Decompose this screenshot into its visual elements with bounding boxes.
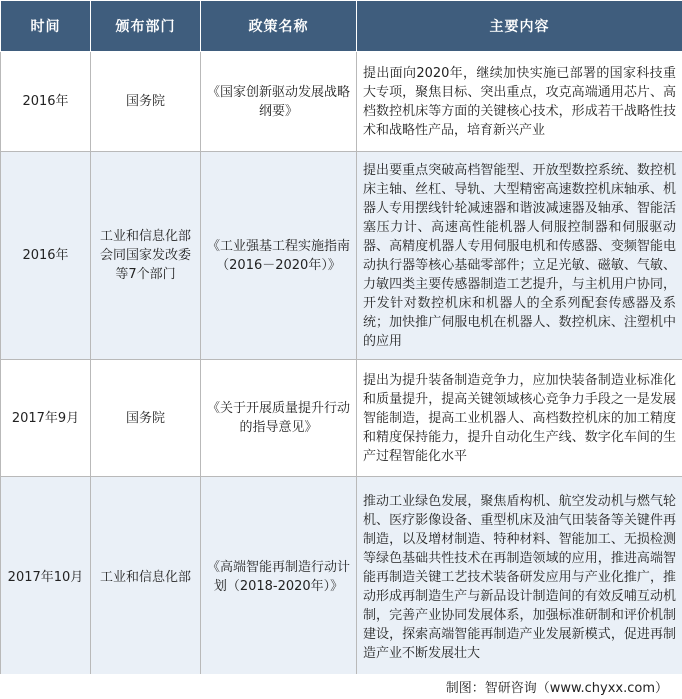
cell-policy-name: 《国家创新驱动发展战略纲要》 xyxy=(201,52,357,152)
table-row xyxy=(1,477,682,678)
cell-main-content: 提出为提升装备制造竞争力，应加快装备制造业标准化和质量提升，提高关键领域核心竞争力手段之一是发展智能制造，提高工业机器人、高档数控机床的加工精度和精度保持能力，提升自动化生产线、数字化车间的生产过程智能化水平 xyxy=(357,360,682,477)
header-department: 颁布部门 xyxy=(91,1,201,52)
cell-department: 国务院 xyxy=(91,360,201,477)
table-row xyxy=(1,152,682,360)
table-row xyxy=(1,52,682,152)
cell-department: 工业和信息化部 xyxy=(91,477,201,678)
cell-time: 2016年 xyxy=(1,52,91,152)
footer xyxy=(0,674,682,699)
cell-department: 工业和信息化部会同国家发改委等7个部门 xyxy=(91,152,201,360)
cell-time: 2017年10月 xyxy=(1,477,91,678)
cell-policy-name: 《关于开展质量提升行动的指导意见》 xyxy=(201,360,357,477)
cell-policy-name: 《高端智能再制造行动计划（2018-2020年）》 xyxy=(201,477,357,678)
cell-main-content: 提出面向2020年，继续加快实施已部署的国家科技重大专项，聚焦目标、突出重点，攻克高端通用芯片、高档数控机床等方面的关键核心技术，形成若干战略性技术和战略性产品，培育新兴产业 xyxy=(357,52,682,152)
cell-policy-name: 《工业强基工程实施指南（2016－2020年）》 xyxy=(201,152,357,360)
header-main-content: 主要内容 xyxy=(357,1,682,52)
source-credit: 制图：智研咨询（www.chyxx.com） xyxy=(445,681,668,696)
cell-department: 国务院 xyxy=(91,52,201,152)
header-time: 时间 xyxy=(1,1,91,52)
cell-main-content: 推动工业绿色发展，聚焦盾构机、航空发动机与燃气轮机、医疗影像设备、重型机床及油气田装备等关键件再制造，以及增材制造、特种材料、智能加工、无损检测等绿色基础共性技术在再制造领域的应用，推进高端智能再制造关键工艺技术装备研发应用与产业化推广，推动形成再制造生产与新品设计制造间的有效反哺互动机制，完善产业协同发展体系，加强标准研制和评价机制建设，探索高端智能再制造产业发展新模式，促进再制造产业不断发展壮大 xyxy=(357,477,682,678)
table-row xyxy=(1,360,682,477)
header-policy-name: 政策名称 xyxy=(201,1,357,52)
cell-time: 2016年 xyxy=(1,152,91,360)
cell-time: 2017年9月 xyxy=(1,360,91,477)
cell-main-content: 提出要重点突破高档智能型、开放型数控系统、数控机床主轴、丝杠、导轨、大型精密高速数控机床轴承、机器人专用摆线针轮减速器和谐波减速器及轴承、智能活塞压力计、高速高性能机器人伺服控制器和伺服驱动器、高精度机器人专用伺服电机和传感器、变频智能电动执行器等核心基础零部件；立足光敏、磁敏、气敏、力敏四类主要传感器制造工艺提升，与主机用户协同，开发针对数控机床和机器人的全系列配套传感器及系统；加快推广伺服电机在机器人、数控机床、注塑机中的应用 xyxy=(357,152,682,360)
table-header-row xyxy=(1,1,682,52)
